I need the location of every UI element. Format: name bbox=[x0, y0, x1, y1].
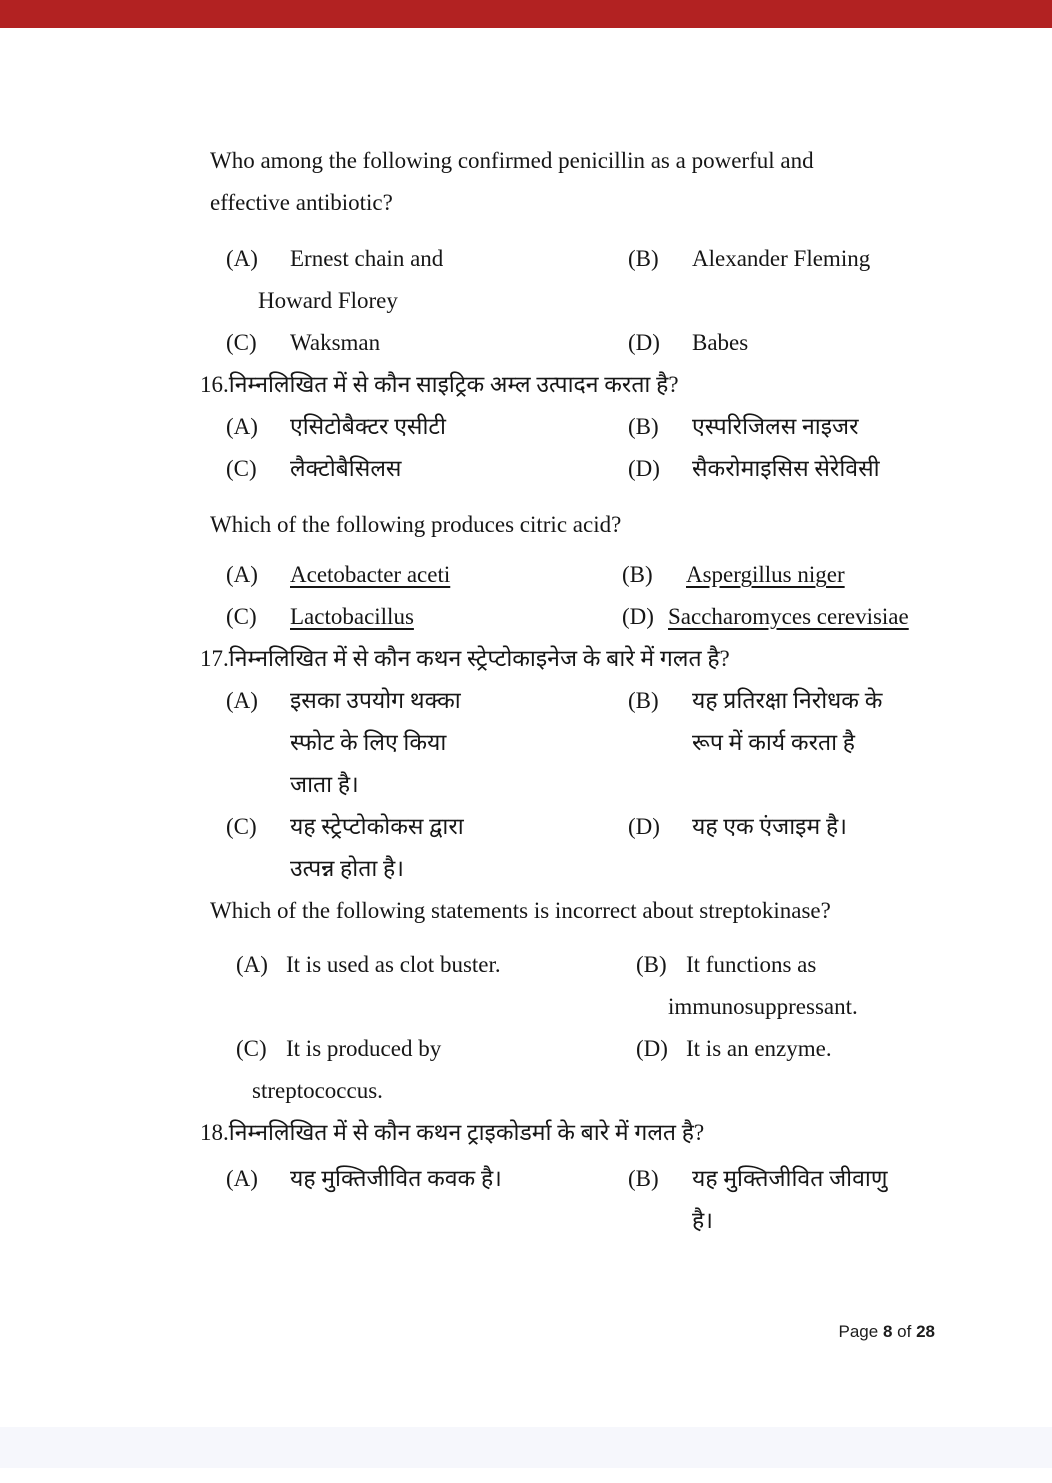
option-label: (B) bbox=[628, 1166, 659, 1191]
option-label: (D) bbox=[622, 604, 654, 629]
option-label: (D) bbox=[636, 1036, 668, 1061]
option-b bbox=[612, 238, 1052, 280]
option-a bbox=[0, 238, 612, 322]
option-text: It functions as bbox=[686, 952, 817, 977]
option-label: (C) bbox=[226, 330, 257, 355]
option-c bbox=[0, 1028, 612, 1112]
option-a bbox=[0, 406, 612, 448]
footer-total-pages: 28 bbox=[916, 1322, 935, 1341]
page-footer bbox=[839, 1320, 935, 1344]
footer-page-label: Page bbox=[838, 1322, 879, 1341]
question-number: 16. bbox=[200, 372, 229, 397]
option-label: (D) bbox=[628, 456, 660, 481]
exam-page-content bbox=[0, 140, 1052, 1242]
option-text: यह मुक्तिजीवित कवक है। bbox=[290, 1166, 502, 1191]
question-18-hindi bbox=[200, 1112, 952, 1154]
option-text: एसिटोबैक्टर एसीटी bbox=[290, 414, 446, 439]
option-b bbox=[612, 1158, 1052, 1242]
option-text: जाता है। bbox=[290, 772, 359, 797]
option-text: Aspergillus niger bbox=[686, 562, 845, 587]
option-text: It is an enzyme. bbox=[686, 1036, 832, 1061]
option-text: रूप में कार्य करता है bbox=[692, 730, 856, 755]
option-label: (B) bbox=[622, 562, 653, 587]
option-d bbox=[612, 1028, 1052, 1070]
option-text: Waksman bbox=[290, 330, 381, 355]
option-label: (C) bbox=[226, 814, 257, 839]
question-text: निम्नलिखित में से कौन कथन स्ट्रेप्टोकाइनेज के बारे में गलत है? bbox=[228, 646, 730, 671]
option-text: है। bbox=[692, 1208, 713, 1233]
options-row bbox=[0, 238, 1052, 322]
question-16-english bbox=[210, 504, 952, 546]
option-text: Howard Florey bbox=[258, 288, 398, 313]
option-label: (B) bbox=[636, 952, 667, 977]
options-row bbox=[0, 680, 1052, 806]
options-row bbox=[0, 944, 1052, 1028]
option-text: Saccharomyces cerevisiae bbox=[668, 604, 909, 629]
option-d bbox=[612, 448, 1052, 490]
option-a bbox=[0, 1158, 612, 1200]
option-c bbox=[0, 322, 612, 364]
question-number: 17. bbox=[200, 646, 229, 671]
option-text: Ernest chain and bbox=[290, 246, 444, 271]
option-label: (A) bbox=[226, 1166, 258, 1191]
option-label: (A) bbox=[226, 562, 258, 587]
question-number: 18. bbox=[200, 1120, 229, 1145]
option-text: Alexander Fleming bbox=[692, 246, 871, 271]
options-row bbox=[0, 322, 1052, 364]
option-label: (B) bbox=[628, 688, 659, 713]
option-a bbox=[0, 554, 612, 596]
option-text: यह प्रतिरक्षा निरोधक के bbox=[692, 688, 883, 713]
option-c bbox=[0, 596, 612, 638]
option-b bbox=[612, 554, 1052, 596]
options-row bbox=[0, 1028, 1052, 1112]
option-d bbox=[612, 322, 1052, 364]
option-text: streptococcus. bbox=[252, 1078, 383, 1103]
options-row bbox=[0, 448, 1052, 490]
viewer-page-gap bbox=[0, 1427, 1052, 1468]
options-row bbox=[0, 806, 1052, 890]
option-label: (C) bbox=[226, 456, 257, 481]
option-b bbox=[612, 680, 1052, 764]
options-row bbox=[0, 406, 1052, 448]
option-text: Lactobacillus bbox=[290, 604, 414, 629]
viewer-top-bar bbox=[0, 0, 1052, 28]
question-text: Which of the following produces citric acid? bbox=[210, 512, 622, 537]
option-label: (D) bbox=[628, 330, 660, 355]
option-c bbox=[0, 448, 612, 490]
question-text: निम्नलिखित में से कौन साइट्रिक अम्ल उत्पादन करता है? bbox=[228, 372, 679, 397]
option-label: (B) bbox=[628, 246, 659, 271]
option-text: इसका उपयोग थक्का bbox=[290, 688, 461, 713]
option-text: It is produced by bbox=[286, 1036, 442, 1061]
footer-of-label: of bbox=[897, 1322, 912, 1341]
option-label: (C) bbox=[236, 1036, 267, 1061]
option-label: (A) bbox=[226, 414, 258, 439]
option-c bbox=[0, 806, 612, 890]
option-label: (B) bbox=[628, 414, 659, 439]
option-text: यह स्ट्रेप्टोकोकस द्वारा bbox=[290, 814, 464, 839]
option-text: एस्परिजिलस नाइजर bbox=[692, 414, 859, 439]
option-label: (A) bbox=[226, 246, 258, 271]
question-17-english bbox=[210, 890, 952, 932]
option-b bbox=[612, 406, 1052, 448]
option-text: immunosuppressant. bbox=[668, 994, 858, 1019]
option-label: (A) bbox=[236, 952, 268, 977]
options-row bbox=[0, 596, 1052, 638]
question-text: निम्नलिखित में से कौन कथन ट्राइकोडर्मा के बारे में गलत है? bbox=[228, 1120, 705, 1145]
question-text: Who among the following confirmed penicillin as a powerful and bbox=[210, 148, 814, 173]
options-row bbox=[0, 554, 1052, 596]
option-text: यह एक एंजाइम है। bbox=[692, 814, 847, 839]
option-label: (D) bbox=[628, 814, 660, 839]
option-a bbox=[0, 680, 612, 806]
question-17-hindi bbox=[200, 638, 952, 680]
option-label: (C) bbox=[226, 604, 257, 629]
question-text: Which of the following statements is incorrect about streptokinase? bbox=[210, 898, 831, 923]
option-text: यह मुक्तिजीवित जीवाणु bbox=[692, 1166, 888, 1191]
option-text: Acetobacter aceti bbox=[290, 562, 451, 587]
footer-current-page: 8 bbox=[882, 1322, 893, 1341]
option-text: उत्पन्न होता है। bbox=[290, 856, 404, 881]
option-d bbox=[612, 806, 1052, 848]
option-text: लैक्टोबैसिलस bbox=[290, 456, 402, 481]
option-text: It is used as clot buster. bbox=[286, 952, 501, 977]
question-text: effective antibiotic? bbox=[210, 190, 393, 215]
options-row bbox=[0, 1158, 1052, 1242]
option-text: सैकरोमाइसिस सेरेविसी bbox=[692, 456, 880, 481]
question-16-hindi bbox=[200, 364, 952, 406]
option-text: स्फोट के लिए किया bbox=[290, 730, 447, 755]
question-15-english bbox=[210, 140, 952, 224]
option-a bbox=[0, 944, 612, 986]
option-label: (A) bbox=[226, 688, 258, 713]
option-b bbox=[612, 944, 1052, 1028]
option-text: Babes bbox=[692, 330, 749, 355]
option-d bbox=[612, 596, 1052, 638]
